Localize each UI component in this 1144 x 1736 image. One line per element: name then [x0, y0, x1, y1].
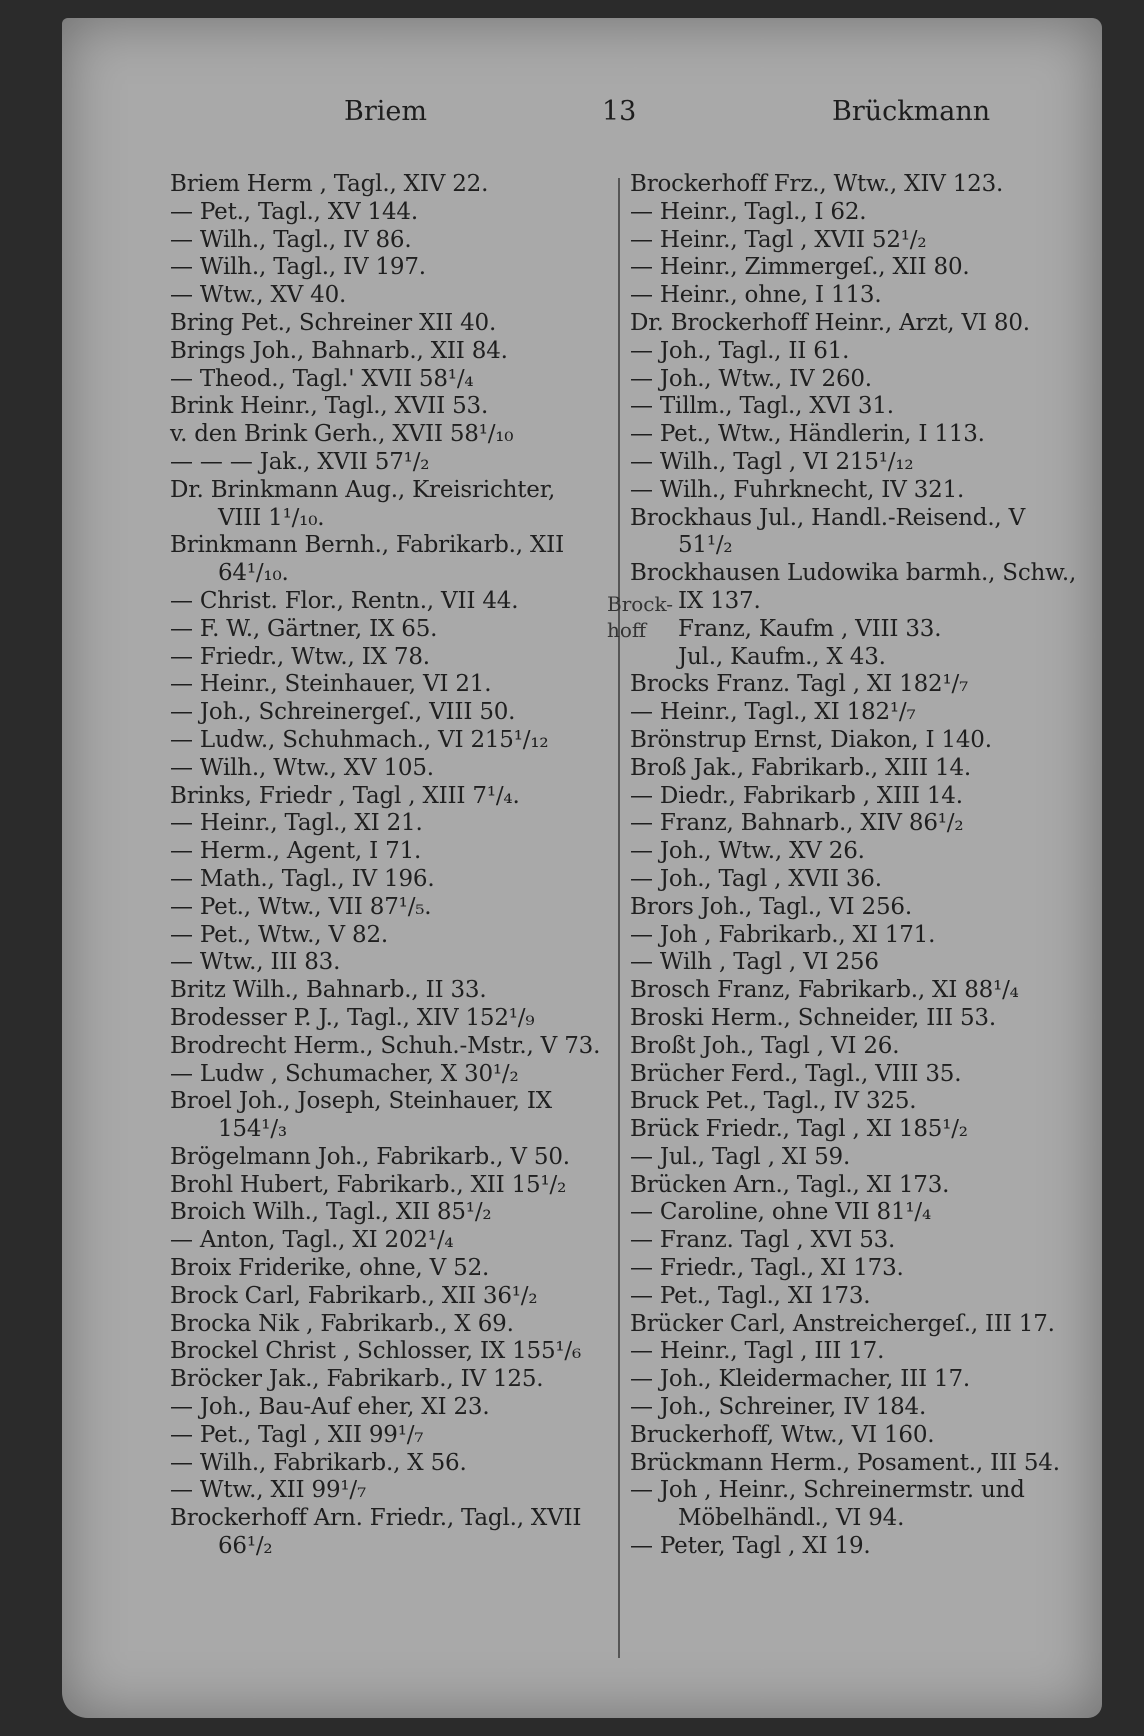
directory-entry-line: — Heinr., Tagl., XI 21.: [170, 810, 423, 837]
directory-entry-line: — Tillm., Tagl., XVI 31.: [630, 393, 894, 420]
directory-entry-line: — Wtw., XV 40.: [170, 282, 347, 309]
directory-entry-line: — Joh., Tagl , XVII 36.: [630, 865, 882, 892]
directory-entry-line: Jul., Kaufm., X 43.: [678, 643, 886, 670]
page-number: 13: [602, 96, 637, 127]
directory-entry-line: — Pet., Tagl , XII 99¹/₇: [170, 1421, 424, 1448]
page-header: [62, 96, 1102, 146]
directory-entry-line: — Joh , Fabrikarb., XI 171.: [630, 921, 936, 948]
directory-entry-line: — Pet., Wtw., VII 87¹/₅.: [170, 893, 432, 920]
directory-entry-line: VIII 1¹/₁₀.: [218, 504, 325, 531]
directory-entry-line: Brodrecht Herm., Schuh.-Mstr., V 73.: [170, 1032, 601, 1059]
directory-entry-line: — Wtw., III 83.: [170, 949, 341, 976]
directory-entry-line: — Joh., Bau-Auf eher, XI 23.: [170, 1394, 490, 1421]
directory-entry-line: — Pet., Tagl., XI 173.: [630, 1282, 871, 1309]
directory-entry-line: Brücken Arn., Tagl., XI 173.: [630, 1171, 950, 1198]
directory-entry-line: — Heinr., Tagl , III 17.: [630, 1338, 885, 1365]
directory-entry-line: Bruck Pet., Tagl., IV 325.: [630, 1088, 917, 1115]
directory-entry-line: — Franz. Tagl , XVI 53.: [630, 1227, 896, 1254]
directory-entry-line: — Caroline, ohne VII 81¹/₄: [630, 1199, 931, 1226]
directory-entry-line: 66¹/₂: [218, 1533, 273, 1560]
directory-entry-line: Möbelhändl., VI 94.: [678, 1505, 905, 1532]
directory-entry-line: — Joh., Wtw., XV 26.: [630, 838, 865, 865]
header-right-catchword: Brückmann: [832, 96, 991, 127]
directory-entry-line: Broich Wilh., Tagl., XII 85¹/₂: [170, 1199, 492, 1226]
directory-entry-line: Bruckerhoff, Wtw., VI 160.: [630, 1421, 935, 1448]
directory-entry-line: Brockhaus Jul., Handl.-Reisend., V: [630, 504, 1026, 531]
directory-entry-line: Brosch Franz, Fabrikarb., XI 88¹/₄: [630, 977, 1019, 1004]
directory-entry-line: Brors Joh., Tagl., VI 256.: [630, 893, 912, 920]
directory-entry-line: 154¹/₃: [218, 1116, 287, 1143]
margin-note-line: Brock-: [607, 592, 674, 616]
directory-page: [62, 18, 1102, 1718]
directory-entry-line: — Heinr., Zimmergeſ., XII 80.: [630, 254, 970, 281]
directory-entry-line: Brocka Nik , Fabrikarb., X 69.: [170, 1310, 514, 1337]
directory-entry-line: Brings Joh., Bahnarb., XII 84.: [170, 337, 508, 364]
directory-entry-line: — Joh., Schreiner, IV 184.: [630, 1394, 927, 1421]
directory-entry-line: Brönstrup Ernst, Diakon, I 140.: [630, 726, 992, 753]
directory-entry-line: — Wilh , Tagl , VI 256: [630, 949, 879, 976]
directory-entry-line: — Anton, Tagl., XI 202¹/₄: [170, 1227, 454, 1254]
directory-entry-line: — Theod., Tagl.' XVII 58¹/₄: [170, 365, 474, 392]
directory-entry-line: — Heinr., Steinhauer, VI 21.: [170, 671, 492, 698]
directory-entry-line: — Ludw., Schuhmach., VI 215¹/₁₂: [170, 726, 549, 753]
directory-entry-line: — Christ. Flor., Rentn., VII 44.: [170, 587, 519, 614]
directory-entry-line: Britz Wilh., Bahnarb., II 33.: [170, 977, 487, 1004]
directory-entry-line: Brücher Ferd., Tagl., VIII 35.: [630, 1060, 962, 1087]
directory-entry-line: v. den Brink Gerh., XVII 58¹/₁₀: [170, 421, 514, 448]
directory-entry-line: — Friedr., Wtw., IX 78.: [170, 643, 430, 670]
directory-entry-line: Brinkmann Bernh., Fabrikarb., XII: [170, 532, 564, 559]
directory-entry-line: — Math., Tagl., IV 196.: [170, 865, 435, 892]
directory-entry-line: — Pet., Wtw., V 82.: [170, 921, 389, 948]
directory-entry-line: Dr. Brockerhoff Heinr., Arzt, VI 80.: [630, 309, 1030, 336]
right-column: [630, 171, 1080, 1561]
directory-entry-line: Brockhausen Ludowika barmh., Schw.,: [630, 560, 1077, 587]
directory-entry-line: — Wilh., Fuhrknecht, IV 321.: [630, 476, 965, 503]
directory-entry-line: Brock Carl, Fabrikarb., XII 36¹/₂: [170, 1282, 538, 1309]
directory-entry-line: Brockerhoff Frz., Wtw., XIV 123.: [630, 171, 1004, 197]
directory-entry-line: Franz, Kaufm , VIII 33.: [678, 615, 942, 642]
directory-entry-line: — Heinr., ohne, I 113.: [630, 282, 882, 309]
directory-entry-line: Broßt Joh., Tagl , VI 26.: [630, 1032, 900, 1059]
directory-entry-line: — Joh., Kleidermacher, III 17.: [630, 1366, 971, 1393]
directory-entry-line: — Wilh., Tagl., IV 197.: [170, 254, 426, 281]
directory-entry-line: Brück Friedr., Tagl , XI 185¹/₂: [630, 1116, 968, 1143]
directory-entry-line: — Wilh., Fabrikarb., X 56.: [170, 1449, 467, 1476]
directory-entry-line: Dr. Brinkmann Aug., Kreisrichter,: [170, 476, 556, 503]
directory-entry-line: 64¹/₁₀.: [218, 560, 289, 587]
directory-entry-line: — Ludw , Schumacher, X 30¹/₂: [170, 1060, 519, 1087]
directory-entry-line: — Friedr., Tagl., XI 173.: [630, 1255, 904, 1282]
directory-entry-line: Brohl Hubert, Fabrikarb., XII 15¹/₂: [170, 1171, 567, 1198]
directory-entry-line: Bröcker Jak., Fabrikarb., IV 125.: [170, 1366, 544, 1393]
column-divider: [618, 178, 620, 1658]
directory-entry-line: — Wilh., Tagl., IV 86.: [170, 226, 412, 253]
margin-note-line: hoff: [607, 618, 647, 642]
directory-entry-line: — Pet., Wtw., Händlerin, I 113.: [630, 421, 985, 448]
directory-entry-line: Broix Friderike, ohne, V 52.: [170, 1255, 490, 1282]
directory-entry-line: Brockel Christ , Schlosser, IX 155¹/₆: [170, 1338, 582, 1365]
directory-entry-line: — Wtw., XII 99¹/₇: [170, 1477, 366, 1504]
directory-entry-line: — Joh , Heinr., Schreinermstr. und: [630, 1477, 1025, 1504]
directory-entry-line: — Heinr., Tagl., I 62.: [630, 198, 867, 225]
directory-entry-line: Brinks, Friedr , Tagl , XIII 7¹/₄.: [170, 782, 520, 809]
directory-entry-line: — Heinr., Tagl., XI 182¹/₇: [630, 699, 916, 726]
directory-entry-line: — Franz, Bahnarb., XIV 86¹/₂: [630, 810, 964, 837]
directory-entry-line: — — — Jak., XVII 57¹/₂: [170, 448, 430, 475]
directory-entry-line: — Peter, Tagl , XI 19.: [630, 1533, 871, 1560]
directory-entry-line: Brockerhoff Arn. Friedr., Tagl., XVII: [170, 1505, 582, 1532]
directory-entry-line: Broß Jak., Fabrikarb., XIII 14.: [630, 754, 972, 781]
directory-entry-line: — Pet., Tagl., XV 144.: [170, 198, 418, 225]
directory-entry-line: — Joh., Tagl., II 61.: [630, 337, 850, 364]
directory-entry-line: Brocks Franz. Tagl , XI 182¹/₇: [630, 671, 969, 698]
header-left-catchword: Briem: [344, 96, 427, 127]
directory-entry-line: — Joh., Wtw., IV 260.: [630, 365, 872, 392]
left-column: [170, 171, 674, 1561]
directory-entry-line: Broski Herm., Schneider, III 53.: [630, 1004, 996, 1031]
directory-entry-line: Brücker Carl, Anstreichergeſ., III 17.: [630, 1310, 1055, 1337]
directory-entry-line: IX 137.: [678, 587, 761, 614]
directory-entry-line: 51¹/₂: [678, 532, 733, 559]
directory-entry-line: Brink Heinr., Tagl., XVII 53.: [170, 393, 489, 420]
directory-entry-line: — Wilh., Tagl , VI 215¹/₁₂: [630, 448, 914, 475]
directory-entry-line: — Herm., Agent, I 71.: [170, 838, 422, 865]
directory-entry-line: Briem Herm , Tagl., XIV 22.: [170, 171, 489, 197]
directory-entry-line: — Heinr., Tagl , XVII 52¹/₂: [630, 226, 927, 253]
directory-entry-line: Broel Joh., Joseph, Steinhauer, IX: [170, 1088, 552, 1115]
directory-entry-line: — Joh., Schreinergeſ., VIII 50.: [170, 699, 516, 726]
directory-entry-line: Brögelmann Joh., Fabrikarb., V 50.: [170, 1143, 570, 1170]
directory-entry-line: Brückmann Herm., Posament., III 54.: [630, 1449, 1060, 1476]
directory-entry-line: — Diedr., Fabrikarb , XIII 14.: [630, 782, 963, 809]
directory-entry-line: — Jul., Tagl , XI 59.: [630, 1143, 851, 1170]
directory-entry-line: — Wilh., Wtw., XV 105.: [170, 754, 434, 781]
directory-entry-line: Bring Pet., Schreiner XII 40.: [170, 309, 497, 336]
directory-entry-line: Brodesser P. J., Tagl., XIV 152¹/₉: [170, 1004, 535, 1031]
directory-entry-line: — F. W., Gärtner, IX 65.: [170, 615, 438, 642]
